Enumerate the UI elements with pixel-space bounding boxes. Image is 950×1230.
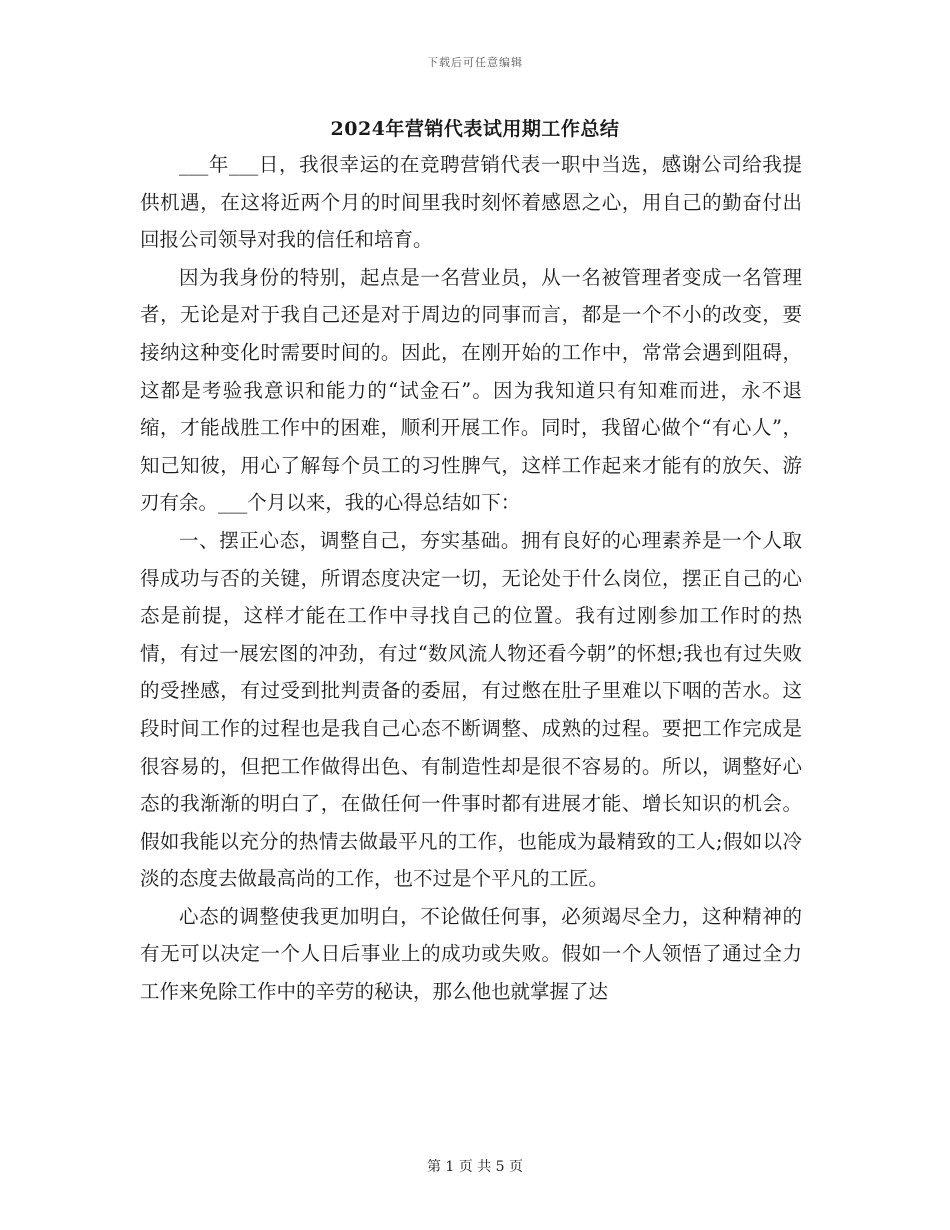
paragraph: 一、摆正心态，调整自己，夯实基础。拥有良好的心理素养是一个人取得成功与否的关键，所谓态度决定一切，无论处于什么岗位，摆正自己的心态是前提，这样才能在工作中寻找自己的位置。我有过刚参加工作时的热情，有过一展宏图的冲劲，有过“数风流人物还看今朝”的怀想;我也有过失败的受挫感，有过受到批判责备的委屈，有过憋在肚子里难以下咽的苦水。这段时间工作的过程也是我自己心态不断调整、成熟的过程。要把工作完成是很容易的，但把工作做得出色、有制造性却是很不容易的。所以，调整好心态的我渐渐的明白了，在做任何一件事时都有进展才能、增长知识的机会。假如我能以充分的热情去做最平凡的工作，也能成为最精致的工人;假如以冷淡的态度去做最高尚的工作，也不过是个平凡的工匠。 <box>140 528 802 891</box>
page-number: 第 1 页 共 5 页 <box>426 1159 524 1175</box>
document-body <box>140 146 802 1011</box>
paragraph: 因为我身份的特别，起点是一名营业员，从一名被管理者变成一名管理者，无论是对于我自己还是对于周边的同事而言，都是一个不小的改变，要接纳这种变化时需要时间的。因此，在刚开始的工作中，常常会遇到阻碍，这都是考验我意识和能力的“试金石”。因为我知道只有知难而进，永不退缩，才能战胜工作中的困难，顺利开展工作。同时，我留心做个“有心人”，知己知彼，用心了解每个员工的习性脾气，这样工作起来才能有的放矢、游刃有余。___个月以来，我的心得总结如下： <box>140 265 802 515</box>
document-title: 2024年营销代表试用期工作总结 <box>330 118 620 140</box>
download-note: 下载后可任意编辑 <box>427 56 523 69</box>
paragraph: ___年___日，我很幸运的在竞聘营销代表一职中当选，感谢公司给我提供机遇，在这将近两个月的时间里我时刻怀着感恩之心，用自己的勤奋付出回报公司领导对我的信任和培育。 <box>140 153 802 252</box>
paragraph: 心态的调整使我更加明白，不论做任何事，必须竭尽全力，这种精神的有无可以决定一个人日后事业上的成功或失败。假如一个人领悟了通过全力工作来免除工作中的辛劳的秘诀，那么他也就掌握了达 <box>140 904 802 1004</box>
